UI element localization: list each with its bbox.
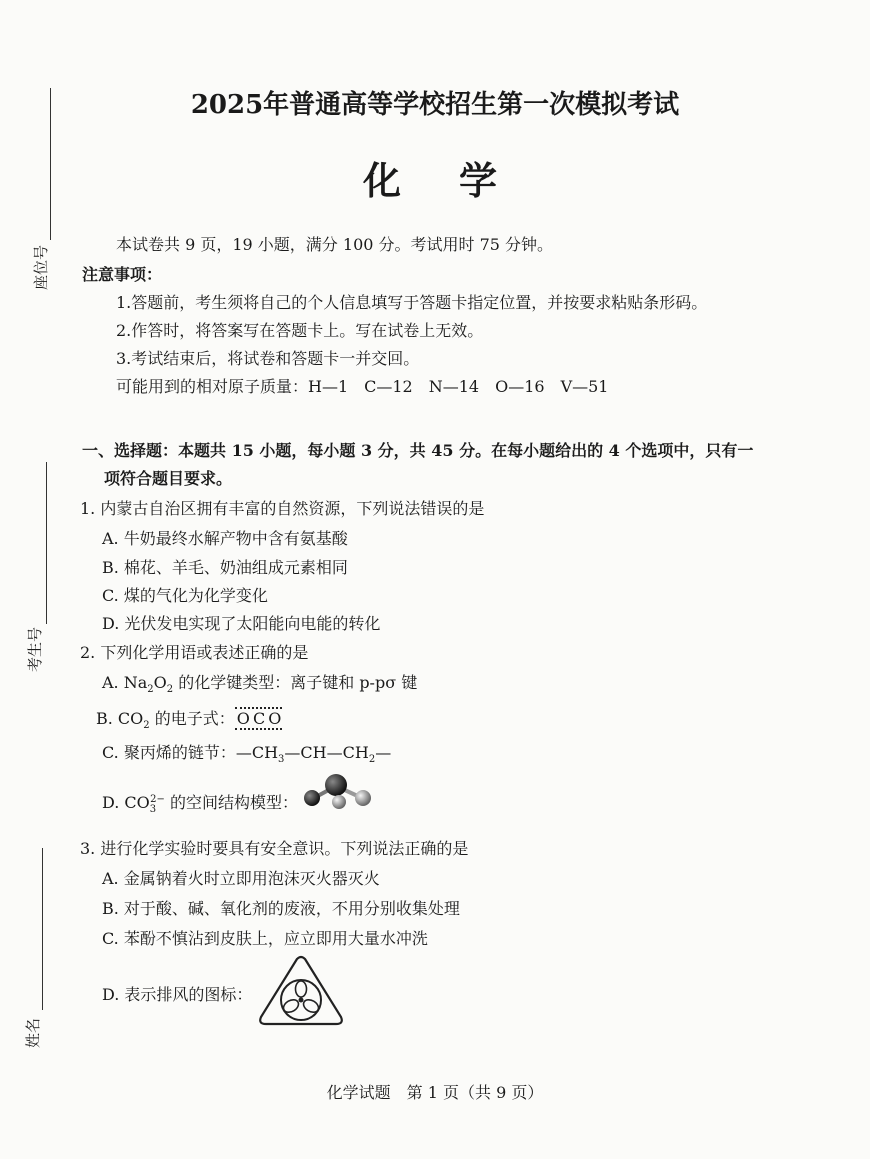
section-heading: 一、选择题：本题共 15 小题，每小题 3 分，共 45 分。在每小题给出的 4 个选项中，只有一 xyxy=(82,441,754,460)
q2-option-d: D. $CO_3^{2-}$ 的空间结构模型： xyxy=(102,793,299,816)
q3-option-a: A. 金属钠着火时立即用泡沫灭火器灭火 xyxy=(102,869,380,888)
q3-option-b: B. 对于酸、碱、氧化剂的废液，不用分别收集处理 xyxy=(102,899,460,918)
note-item: 2.作答时，将答案写在答题卡上。写在试卷上无效。 xyxy=(116,321,484,340)
ventilation-icon xyxy=(254,953,348,1029)
q2-stem: 2. 下列化学用语或表述正确的是 xyxy=(80,643,309,662)
q1-option-c: C. 煤的气化为化学变化 xyxy=(102,586,268,605)
electron-formula: O C O xyxy=(236,709,281,728)
intro-text: 本试卷共 9 页，19 小题，满分 100 分。考试用时 75 分钟。 xyxy=(116,235,554,254)
q3-stem: 3. 进行化学实验时要具有安全意识。下列说法正确的是 xyxy=(80,839,469,858)
name-line xyxy=(42,848,43,1010)
note-item: 3.考试结束后，将试卷和答题卡一并交回。 xyxy=(116,349,420,368)
q2-option-b: B. $CO_2$ 的电子式： O C O xyxy=(96,709,281,732)
exam-no-line xyxy=(46,462,47,624)
note-item: 1.答题前，考生须将自己的个人信息填写于答题卡指定位置，并按要求粘贴条形码。 xyxy=(116,293,708,312)
exam-title: 2025年普通高等学校招生第一次模拟考试 xyxy=(190,90,680,120)
section-heading-cont: 项符合题目要求。 xyxy=(104,469,233,488)
q1-option-d: D. 光伏发电实现了太阳能向电能的转化 xyxy=(102,614,381,633)
q1-option-a: A. 牛奶最终水解产物中含有氨基酸 xyxy=(102,529,348,548)
q1-stem: 1. 内蒙古自治区拥有丰富的自然资源，下列说法错误的是 xyxy=(80,499,485,518)
notes-heading: 注意事项： xyxy=(82,265,163,284)
subject-title: 化 学 xyxy=(362,158,507,203)
molecule-model-icon xyxy=(296,768,380,812)
q3-option-d: D. 表示排风的图标： xyxy=(102,985,253,1004)
exam-no-label: 考生号 xyxy=(26,626,44,672)
name-label: 姓名 xyxy=(24,1017,42,1048)
atomic-masses: 可能用到的相对原子质量：H—1 C—12 N—14 O—16 V—51 xyxy=(116,377,609,396)
page-footer: 化学试题 第 1 页（共 9 页） xyxy=(326,1083,544,1102)
q1-option-b: B. 棉花、羊毛、奶油组成元素相同 xyxy=(102,558,348,577)
q2-option-a: A. $Na_2O_2$ 的化学键类型：离子键和 p-pσ 键 xyxy=(102,673,418,696)
q2-option-c: C. 聚丙烯的链节：$—CH_3—CH—CH_2—$ xyxy=(102,743,392,766)
seat-label: 座位号 xyxy=(32,244,50,290)
q3-option-c: C. 苯酚不慎沾到皮肤上，应立即用大量水冲洗 xyxy=(102,929,428,948)
